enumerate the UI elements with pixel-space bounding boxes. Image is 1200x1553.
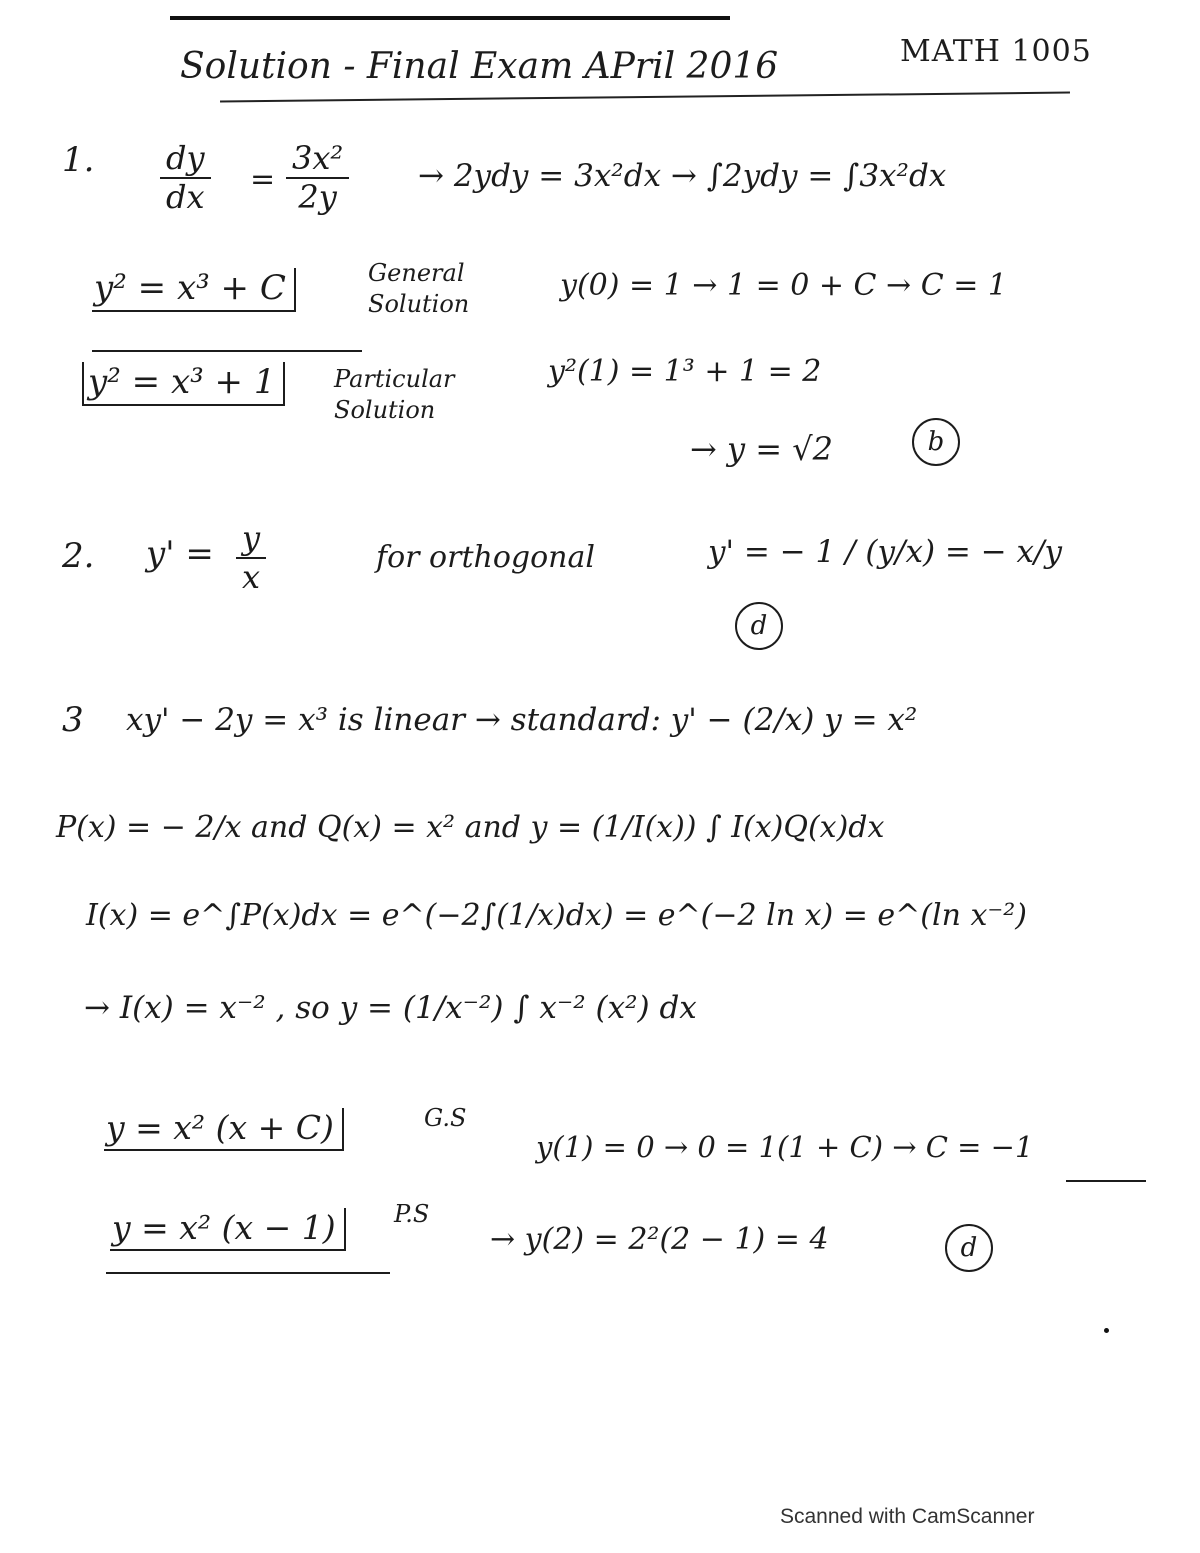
course-code: MATH 1005 <box>900 34 1092 69</box>
q3-particular-solution <box>110 1208 346 1247</box>
q1-result: → y = √2 <box>690 430 833 468</box>
q3-line3: I(x) = e^∫P(x)dx = e^(−2∫(1/x)dx) = e^(−2 ln x) = e^(ln x⁻²) <box>86 898 1027 933</box>
q3-general-label: G.S <box>424 1104 467 1132</box>
q2-answer-choice: d <box>735 602 783 650</box>
q1-particular-label: Particular Solution <box>334 365 455 425</box>
q2-lhs: y' = <box>146 534 214 574</box>
q1-frac-denominator: dx <box>166 177 205 216</box>
q3-particular-underline <box>106 1272 390 1274</box>
q3-line2: P(x) = − 2/x and Q(x) = x² and y = (1/I(x)) ∫ I(x)Q(x)dx <box>56 810 885 845</box>
scanner-watermark: Scanned with CamScanner <box>780 1505 1035 1528</box>
top-border-line <box>170 16 730 20</box>
q3-number: 3 <box>62 700 84 740</box>
q1-general-solution <box>92 268 296 308</box>
title-underline <box>220 92 1070 103</box>
q1-rhs-numerator: 3x² <box>286 140 349 179</box>
q3-line1: xy' − 2y = x³ is linear → standard: y' − (2/x) y = x² <box>126 702 918 738</box>
q1-evaluation: y²(1) = 1³ + 1 = 2 <box>548 354 822 389</box>
q1-number: 1. <box>62 140 95 180</box>
q1-rhs-denominator: 2y <box>298 177 337 216</box>
q2-number: 2. <box>62 536 95 576</box>
q3-general-solution <box>104 1108 344 1147</box>
q3-particular-label: P.S <box>394 1200 430 1228</box>
q3-c-underline <box>1066 1180 1146 1182</box>
q3-general-equation: y = x² (x + C) <box>104 1108 344 1151</box>
q3-initial-condition: y(1) = 0 → 0 = 1(1 + C) → C = −1 <box>536 1130 1034 1164</box>
q1-equals: = <box>250 162 276 197</box>
q1-general-equation: y² = x³ + C <box>92 268 296 312</box>
q1-rhs-fraction <box>286 140 349 216</box>
q1-initial-condition: y(0) = 1 → 1 = 0 + C → C = 1 <box>560 268 1007 303</box>
q2-fraction <box>236 520 266 596</box>
q1-answer-choice: b <box>912 418 960 466</box>
q2-frac-numerator: y <box>236 520 266 559</box>
ink-dot <box>1104 1328 1109 1333</box>
q3-evaluation: → y(2) = 2²(2 − 1) = 4 <box>490 1222 829 1257</box>
q1-separation-step: → 2ydy = 3x²dx → ∫2ydy = ∫3x²dx <box>418 158 947 194</box>
q2-orthogonal-slope: y' = − 1 / (y/x) = − x/y <box>708 534 1063 570</box>
q3-line4: → I(x) = x⁻² , so y = (1/x⁻²) ∫ x⁻² (x²) dx <box>84 990 697 1026</box>
q3-particular-equation: y = x² (x − 1) <box>110 1208 346 1251</box>
q1-dy-dx <box>160 140 211 216</box>
q2-orthogonal-text: for orthogonal <box>376 540 595 575</box>
q1-particular-equation: y² = x³ + 1 <box>82 362 285 406</box>
page-title: Solution - Final Exam APril 2016 <box>180 46 779 87</box>
q3-answer-choice: d <box>945 1224 993 1272</box>
q1-general-label: General Solution <box>368 259 470 319</box>
q2-frac-denominator: x <box>242 557 261 596</box>
q1-general-underline <box>92 350 362 352</box>
q1-frac-numerator: dy <box>160 140 211 179</box>
q1-particular-solution <box>82 362 285 402</box>
